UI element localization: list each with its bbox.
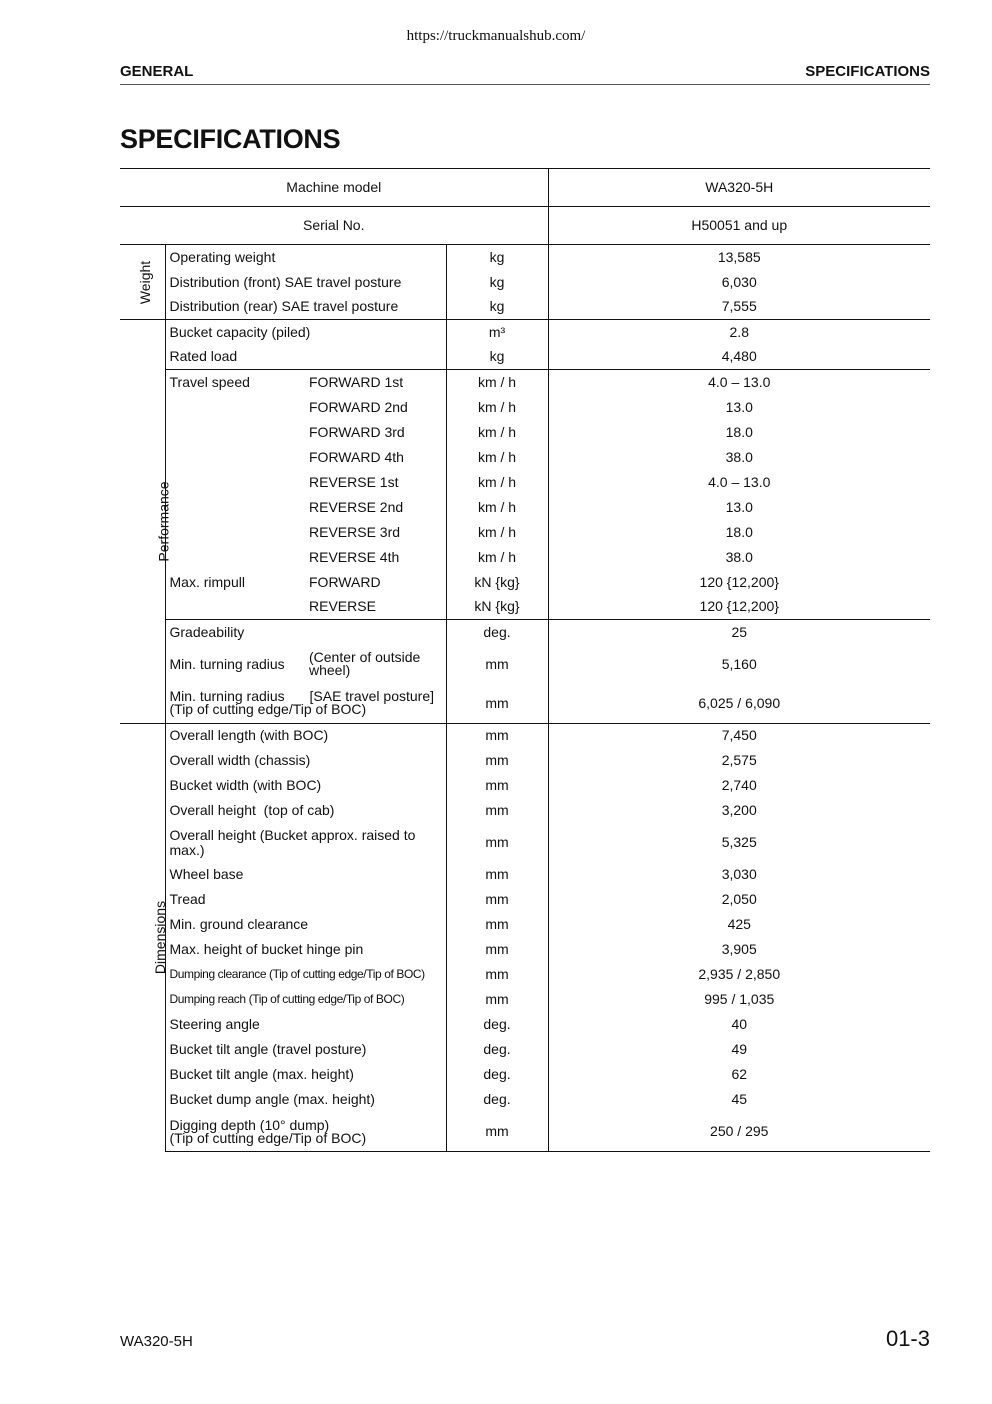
spec-item: Overall width (chassis) (169, 752, 311, 768)
spec-unit: km / h (446, 420, 548, 445)
spec-item (165, 595, 305, 620)
spec-unit: deg. (446, 1087, 548, 1112)
spec-item: Bucket dump angle (max. height) (169, 1091, 375, 1107)
spec-unit: km / h (446, 370, 548, 395)
table-row (120, 748, 930, 773)
table-row (120, 887, 930, 912)
spec-item: Bucket width (with BOC) (169, 777, 322, 793)
spec-item: Bucket capacity (piled) (165, 320, 446, 345)
table-row (120, 1112, 930, 1152)
spec-subitem: [SAE travel posture] (309, 688, 435, 704)
spec-value: 4,480 (721, 348, 757, 365)
spec-item: Bucket tilt angle (max. height) (169, 1066, 354, 1082)
spec-item (165, 520, 305, 545)
footer-model: WA320-5H (120, 1333, 193, 1350)
spec-unit: mm (446, 1112, 548, 1152)
spec-value: 250 / 295 (548, 1112, 930, 1152)
header-rule (120, 84, 930, 85)
spec-value: 2,935 / 2,850 (698, 966, 781, 982)
spec-unit: mm (446, 773, 548, 798)
spec-subitem: FORWARD 3rd (309, 423, 405, 440)
table-row (120, 1062, 930, 1087)
spec-unit: mm (446, 748, 548, 773)
spec-unit: deg. (446, 1037, 548, 1062)
spec-item: Max. rimpull (169, 573, 245, 590)
spec-value: 120 {12,200} (699, 573, 779, 590)
spec-unit: kN {kg} (446, 595, 548, 620)
spec-unit: km / h (446, 520, 548, 545)
table-row (120, 545, 930, 570)
machine-model-row (120, 169, 930, 207)
serial-label: Serial No. (120, 207, 548, 245)
serial-value: H50051 and up (548, 207, 930, 245)
table-row (120, 823, 930, 862)
spec-subitem: REVERSE 2nd (309, 498, 404, 515)
spec-unit: mm (446, 937, 548, 962)
spec-unit: mm (446, 798, 548, 823)
spec-item: Min. turning radius (169, 688, 285, 704)
spec-item-multiline (165, 1112, 446, 1152)
spec-value: 2,575 (721, 752, 757, 768)
spec-item: Wheel base (169, 866, 244, 882)
spec-item: Distribution (rear) SAE travel posture (169, 298, 399, 315)
table-row (120, 320, 930, 345)
spec-item: Operating weight (165, 245, 446, 270)
spec-value: 3,030 (721, 866, 757, 882)
spec-item-note: (Tip of cutting edge/Tip of BOC) (169, 701, 367, 717)
spec-value: 40 (731, 1016, 748, 1032)
spec-value: 6,030 (721, 273, 757, 290)
spec-value: 13.0 (725, 398, 753, 415)
spec-unit: mm (446, 723, 548, 748)
spec-item-note: (Tip of cutting edge/Tip of BOC) (169, 1129, 367, 1146)
table-row (120, 395, 930, 420)
spec-item: Dumping clearance (Tip of cutting edge/Tip of BOC) (169, 967, 425, 981)
spec-item: Tread (169, 891, 206, 907)
spec-value: 2.8 (548, 320, 930, 345)
header-section: GENERAL (120, 63, 194, 80)
spec-subitem: FORWARD 1st (305, 370, 446, 395)
spec-unit: mm (446, 887, 548, 912)
spec-subitem: FORWARD 4th (309, 448, 404, 465)
spec-item: Bucket tilt angle (travel posture) (169, 1041, 367, 1057)
table-row (120, 987, 930, 1012)
source-url[interactable]: https://truckmanualshub.com/ (406, 28, 586, 44)
spec-unit: km / h (446, 545, 548, 570)
spec-value: 49 (731, 1041, 748, 1057)
table-row (120, 520, 930, 545)
spec-value: 38.0 (725, 448, 753, 465)
spec-unit: m³ (446, 320, 548, 345)
spec-value: 2,050 (721, 891, 757, 907)
category-weight: Weight (120, 245, 165, 320)
spec-item: Dumping reach (Tip of cutting edge/Tip of BOC) (169, 992, 405, 1006)
page-title: SPECIFICATIONS (120, 124, 341, 154)
spec-unit: km / h (446, 395, 548, 420)
spec-item: Overall height (top of cab) (169, 802, 335, 818)
spec-value: 3,200 (721, 802, 757, 818)
spec-item: Rated load (169, 348, 238, 365)
spec-unit: mm (446, 912, 548, 937)
spec-value: 18.0 (725, 523, 753, 540)
table-row (120, 723, 930, 748)
spec-unit: mm (446, 962, 548, 987)
spec-value: 3,905 (721, 941, 757, 957)
machine-model-label: Machine model (120, 169, 548, 207)
spec-unit: kg (446, 270, 548, 295)
table-row (120, 798, 930, 823)
spec-item (165, 470, 305, 495)
spec-unit: mm (446, 645, 548, 684)
spec-subitem: REVERSE 4th (309, 548, 400, 565)
table-row (120, 1087, 930, 1112)
spec-value: 18.0 (725, 423, 753, 440)
specifications-table (120, 168, 930, 1152)
spec-value: 38.0 (725, 548, 753, 565)
spec-item-multiline (165, 684, 446, 724)
table-row (120, 862, 930, 887)
spec-value: 4.0 – 13.0 (548, 370, 930, 395)
header-chapter: SPECIFICATIONS (805, 63, 930, 80)
spec-unit: mm (446, 987, 548, 1012)
table-row (120, 470, 930, 495)
spec-value: 995 / 1,035 (704, 991, 775, 1007)
spec-subitem: FORWARD 2nd (309, 398, 408, 415)
spec-value: 13,585 (548, 245, 930, 270)
spec-value: 7,450 (548, 723, 930, 748)
spec-unit: deg. (446, 1012, 548, 1037)
spec-item: Digging depth (10° dump) (169, 1116, 330, 1133)
spec-subitem: FORWARD (309, 573, 381, 590)
spec-item: Distribution (front) SAE travel posture (169, 273, 402, 290)
table-row (120, 495, 930, 520)
spec-item: Overall height (Bucket approx. raised to max.) (169, 826, 416, 858)
spec-item (165, 545, 305, 570)
category-dimensions: Dimensions (120, 723, 165, 1152)
spec-value: 2,740 (721, 777, 757, 793)
spec-value: 120 {12,200} (699, 598, 779, 615)
table-row (120, 295, 930, 320)
table-row (120, 1037, 930, 1062)
table-row (120, 595, 930, 620)
table-row (120, 270, 930, 295)
table-row (120, 345, 930, 370)
table-row (120, 645, 930, 684)
spec-subitem: (Center of outside wheel) (309, 649, 421, 678)
spec-item: Min. turning radius (169, 655, 285, 672)
table-row (120, 445, 930, 470)
spec-value: 7,555 (721, 298, 757, 315)
spec-value: 62 (731, 1066, 748, 1082)
spec-value: 5,325 (721, 834, 757, 850)
table-row (120, 684, 930, 724)
table-row (120, 420, 930, 445)
table-row (120, 773, 930, 798)
table-row (120, 962, 930, 987)
spec-subitem: REVERSE 1st (309, 473, 399, 490)
spec-unit: deg. (446, 620, 548, 645)
spec-unit: km / h (446, 495, 548, 520)
spec-unit: kg (446, 345, 548, 370)
spec-item: Max. height of bucket hinge pin (169, 941, 364, 957)
table-row (120, 912, 930, 937)
spec-item: Min. ground clearance (169, 916, 309, 932)
spec-subitem: REVERSE 3rd (309, 523, 401, 540)
spec-item: Overall length (with BOC) (165, 723, 446, 748)
spec-item (165, 495, 305, 520)
spec-value: 5,160 (721, 655, 757, 672)
table-row (120, 370, 930, 395)
spec-unit: kg (446, 295, 548, 320)
spec-value: 45 (731, 1091, 748, 1107)
table-row (120, 570, 930, 595)
spec-item (165, 395, 305, 420)
spec-unit: mm (446, 823, 548, 862)
spec-unit: kg (446, 245, 548, 270)
spec-item: Gradeability (165, 620, 446, 645)
spec-unit: km / h (446, 445, 548, 470)
page-number: 01-3 (885, 1326, 930, 1351)
spec-unit: mm (446, 684, 548, 724)
category-performance: Performance (120, 320, 165, 724)
spec-unit: deg. (446, 1062, 548, 1087)
table-row (120, 620, 930, 645)
spec-item (165, 420, 305, 445)
machine-model-value: WA320-5H (548, 169, 930, 207)
serial-row (120, 207, 930, 245)
spec-item: Travel speed (165, 370, 305, 395)
spec-unit: kN {kg} (446, 570, 548, 595)
spec-item: Steering angle (169, 1016, 260, 1032)
table-row (120, 245, 930, 270)
table-row (120, 1012, 930, 1037)
spec-value: 25 (548, 620, 930, 645)
spec-unit: mm (446, 862, 548, 887)
spec-value: 6,025 / 6,090 (698, 694, 781, 711)
spec-value: 425 (727, 916, 751, 932)
spec-value: 4.0 – 13.0 (708, 473, 771, 490)
table-row (120, 937, 930, 962)
spec-item (165, 445, 305, 470)
spec-value: 13.0 (725, 498, 753, 515)
spec-subitem: REVERSE (309, 598, 376, 615)
spec-unit: km / h (446, 470, 548, 495)
